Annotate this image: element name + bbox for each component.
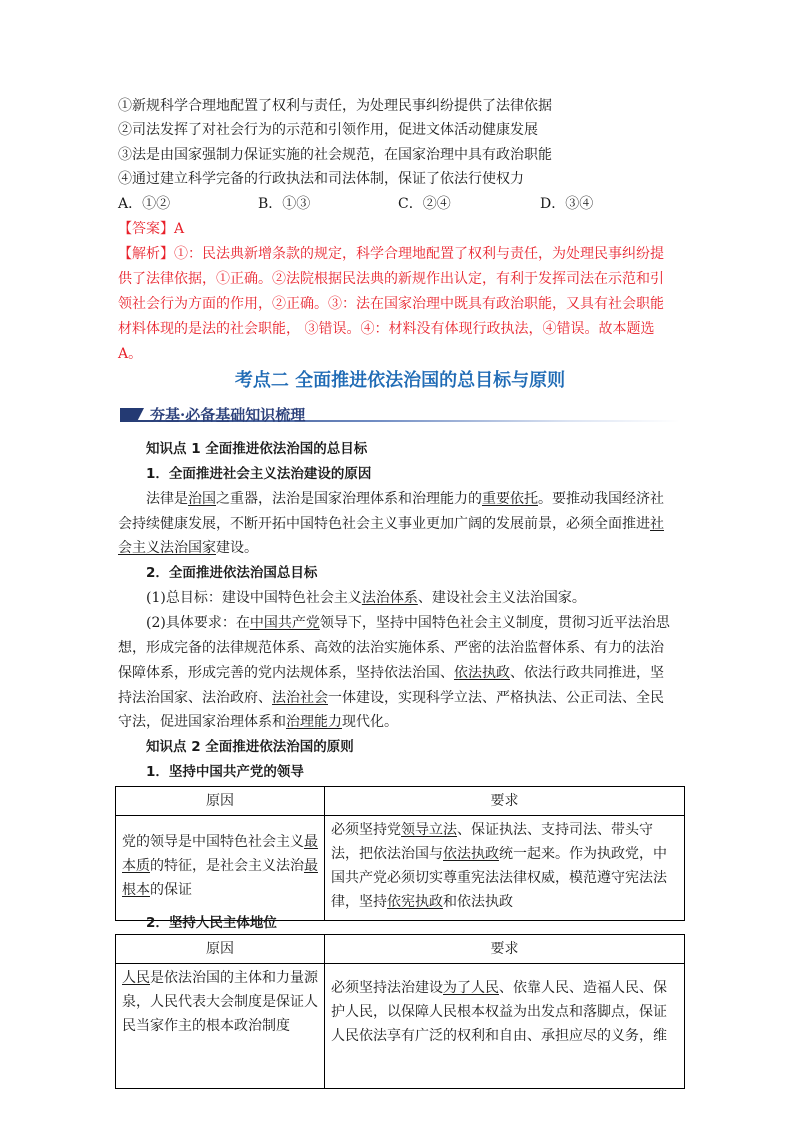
kp1-paragraph-line: 会主义法治国家建设。 [118, 540, 258, 556]
kp1-requirement-line: 守法，促进国家治理体系和治理能力现代化。 [118, 714, 398, 730]
table-header-cell: 原因 [116, 935, 325, 964]
option-1: ①新规科学合理地配置了权利与责任，为处理民事纠纷提供了法律依据 [118, 98, 552, 114]
choice-a: A．①② [118, 196, 171, 212]
choice-d: D．③④ [540, 196, 594, 212]
section-banner [120, 404, 680, 430]
kp1-sub2: 2．全面推进依法治国总目标 [146, 565, 318, 581]
section-title: 考点二 全面推进依法治国的总目标与原则 [234, 370, 566, 391]
table-cell-requirement: 必须坚持法治建设为了人民、依靠人民、造福人民、保护人民，以保障人民根本权益为出发点和落脚点，保证人民依法享有广泛的权利和自由、承担应尽的义务，维 [325, 964, 685, 1089]
kp1-title: 知识点 1 全面推进依法治国的总目标 [146, 441, 368, 457]
choice-c: C．②④ [398, 196, 451, 212]
table-row [116, 964, 685, 1089]
kp1-requirement-line: 持法治国家、法治政府、法治社会一体建设，实现科学立法、严格执法、公正司法、全民 [118, 690, 664, 706]
kp1-sub1: 1．全面推进社会主义法治建设的原因 [146, 466, 372, 482]
kp1-requirement-line: 想，形成完备的法律规范体系、高效的法治实施体系、严密的法治监督体系、有力的法治 [118, 640, 664, 656]
analysis-line: 材料体现的是法的社会职能， ③错误。④：材料没有体现行政执法，④错误。故本题选 [118, 321, 655, 337]
table-header-cell: 要求 [325, 787, 685, 816]
table-cell-reason: 人民是依法治国的主体和力量源泉，人民代表大会制度是保证人民当家作主的根本政治制度 [116, 964, 325, 1089]
table-header-cell: 要求 [325, 935, 685, 964]
option-3: ③法是由国家强制力保证实施的社会规范，在国家治理中具有政治职能 [118, 147, 552, 163]
analysis-line: 【解析】①：民法典新增条款的规定，科学合理地配置了权利与责任，为处理民事纠纷提 [118, 246, 664, 262]
table-header-row [116, 787, 685, 816]
table-header-cell: 原因 [116, 787, 325, 816]
analysis-line: A。 [118, 346, 143, 362]
table-cell-requirement: 必须坚持党领导立法、保证执法、支持司法、带头守法，把依法治国与依法执政统一起来。作为执政党，中国共产党必须切实尊重宪法法律权威，模范遵守宪法法律，坚持依宪执政和依法执政 [325, 816, 685, 921]
choice-b: B．①③ [258, 196, 311, 212]
analysis-line: 领社会行为方面的作用，②正确。③：法在国家治理中既具有政治职能，又具有社会职能 [118, 296, 664, 312]
table-header-row [116, 935, 685, 964]
kp2-title: 知识点 2 全面推进依法治国的原则 [146, 739, 354, 755]
option-2: ②司法发挥了对社会行为的示范和引领作用，促进文体活动健康发展 [118, 122, 538, 138]
kp1-requirement-line: 保障体系，形成完善的党内法规体系，坚持依法治国、依法执政、依法行政共同推进，坚 [118, 665, 664, 681]
kp1-requirement-line: (2)具体要求：在中国共产党领导下，坚持中国特色社会主义制度，贯彻习近平法治思 [146, 615, 670, 631]
analysis-line: 供了法律依据，①正确。②法院根据民法典的新规作出认定，有利于发挥司法在示范和引 [118, 271, 664, 287]
kp1-paragraph-line: 会持续健康发展，不断开拓中国特色社会主义事业更加广阔的发展前景，必须全面推进社 [118, 516, 664, 532]
leadership-table [115, 786, 685, 921]
table-cell-reason: 党的领导是中国特色社会主义最本质的特征，是社会主义法治最根本的保证 [116, 816, 325, 921]
banner-text: 夯基·必备基础知识梳理 [150, 406, 306, 424]
kp1-goal: (1)总目标：建设中国特色社会主义法治体系、建设社会主义法治国家。 [146, 590, 586, 606]
option-4: ④通过建立科学完备的行政执法和司法体制，保证了依法行使权力 [118, 171, 524, 187]
people-table [115, 934, 685, 1089]
kp1-paragraph-line: 法律是治国之重器，法治是国家治理体系和治理能力的重要依托。要推动我国经济社 [146, 491, 664, 507]
answer: 【答案】A [118, 221, 185, 237]
kp2-sub1: 1．坚持中国共产党的领导 [146, 764, 304, 780]
table-row [116, 816, 685, 921]
kp2-sub2: 2．坚持人民主体地位 [146, 915, 277, 931]
